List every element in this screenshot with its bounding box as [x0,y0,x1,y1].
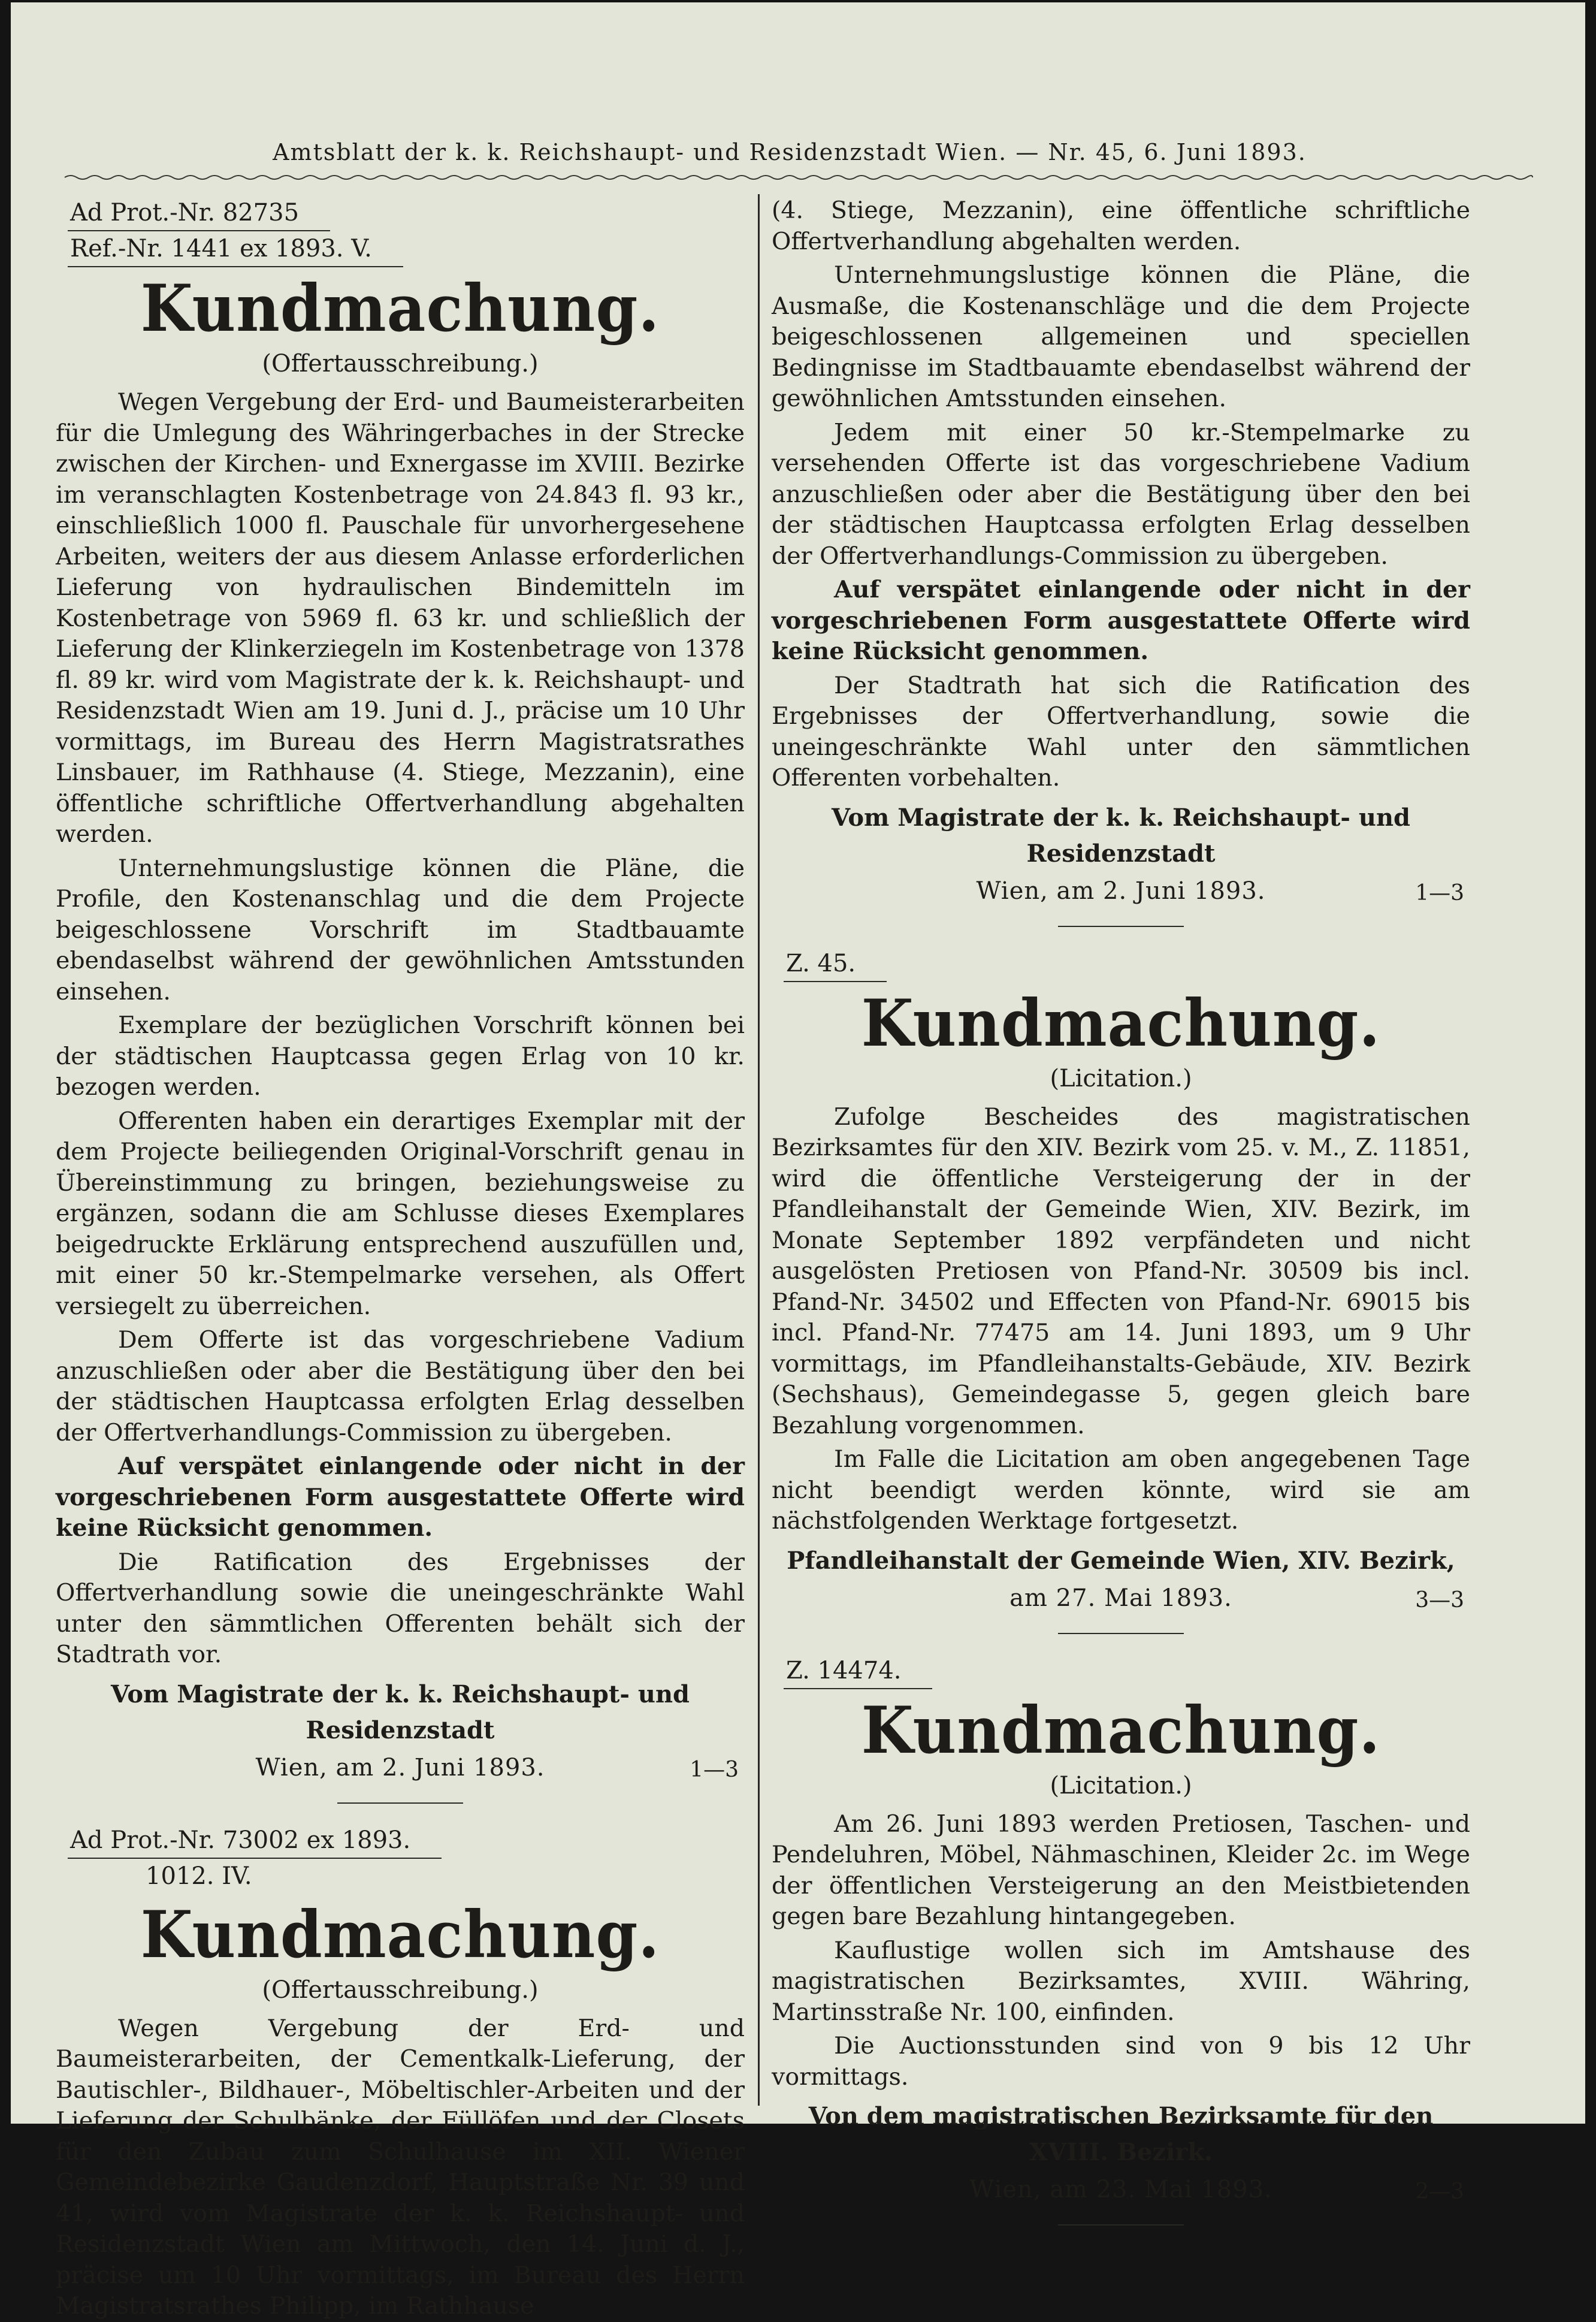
notice-paragraph: Unternehmungslustige können die Pläne, die Ausmaße, die Kostenanschläge und die dem Projecte beigeschlossenen allgemeinen und speciellen Bedingnisse im Stadtbauamte ebendaselbst während der gewöhnlichen Amtsstunden einsehen. [772,261,1470,412]
notice-paragraph: Der Stadtrath hat sich die Ratification des Ergebnisses der Offertverhandlung, sowie die uneingeschränkte Wahl unter den sämmtlichen Offerenten vorbehalten. [772,671,1470,792]
notice-paragraph: Am 26. Juni 1893 werden Pretiosen, Taschen- und Pendeluhren, Möbel, Nähmaschinen, Kleider 2c. im Wege der öffentlichen Versteigerung an den Meistbietenden gegen bare Bezahlung hintangegeben. [772,1810,1470,1930]
right-column [772,195,1470,2204]
left-column [56,195,745,2320]
page-header: Amtsblatt der k. k. Reichshaupt- und Residenzstadt Wien. — Nr. 45, 6. Juni 1893. [273,139,1307,165]
notice-title: Kundmachung. [140,270,660,346]
newspaper-page [11,2,1585,2320]
notice-paragraph: Wegen Vergebung der Erd- und Baumeisterarbeiten für die Umlegung des Währingerbaches in der Strecke zwischen der Kirchen- und Exnergasse im XVIII. Bezirke im veranschlagten Kostenbetrage von 24.843 fl. 93 kr., einschließlich 1000 fl. Pauschale für unvorhergesehene Arbeiten, weiters der aus diesem Anlasse erforderlichen Lieferung von hydraulischen Bindemitteln im Kostenbetrage von 5969 fl. 63 kr. und schließlich der Lieferung der Klinkerziegeln im Kostenbetrage von 1378 fl. 89 kr. wird vom Magistrate der k. k. Reichshaupt- und Residenzstadt Wien am 19. Juni d. J., präcise um 10 Uhr vormittags, im Bureau des Herrn Magistratsrathes Linsbauer, im Rathhause (4. Stiege, Mezzanin), eine öffentliche schriftliche Offertverhandlung abgehalten werden. [56,388,745,848]
notice-paragraph: Unternehmungslustige können die Pläne, die Profile, den Kostenanschlag und die dem Projecte beigeschlossene Vorschrift im Stadtbauamte ebendaselbst während der gewöhnlichen Amtsstunden einsehen. [56,854,745,1006]
separator [337,1802,463,1804]
notice-paragraph: Jedem mit einer 50 kr.-Stempelmarke zu versehenden Offerte ist das vorgeschriebene Vadium anzuschließen oder aber die Bestätigung über den bei der städtischen Hauptcassa erfolgten Erlag desselben der Offertverhandlungs-Commission zu übergeben. [772,418,1470,570]
notice-paragraph: (4. Stiege, Mezzanin), eine öffentliche schriftliche Offertverhandlung abgehalten werden. [772,197,1470,255]
notice-paragraph: Im Falle die Licitation am oben angegebenen Tage nicht beendigt werden könnte, wird sie am nächstfolgenden Werktage fortgesetzt. [772,1445,1470,1535]
separator [1058,1633,1184,1634]
notice-date: Wien, am 2. Juni 1893. [255,1753,545,1781]
notice-paragraph: Die Ratification des Ergebnisses der Offertverhandlung sowie die uneingeschränkte Wahl unter den sämmtlichen Offerenten behält sich der Stadtrath vor. [56,1548,745,1668]
notice-paragraph: Exemplare der bezüglichen Vorschrift können bei der städtischen Hauptcassa gegen Erlag von 10 kr. bezogen werden. [56,1011,745,1101]
header-wavy-rule [65,174,1532,181]
separator [1058,2224,1184,2226]
notice-ref-number: 1012. IV. [146,1862,252,1890]
notice-signature: Von dem magistratischen Bezirksamte für den XVIII. Bezirk. [808,2102,1434,2166]
notice-date: Wien, am 23. Mai 1893. [969,2176,1272,2203]
notice-insertion-number: 1—3 [690,1757,739,1782]
notice-paragraph: Wegen Vergebung der Erd- und Baumeisterarbeiten, der Cementkalk-Lieferung, der Bautischler-, Bildhauer-, Möbeltischler-Arbeiten und der Lieferung der Schulbänke, der Füllöfen und der Closets für den Zubau zum Schulhause im XII. Wiener Gemeindebezirke Gaudenzdorf, Hauptstraße Nr. 39 und 41, wird vom Magistrate der k. k. Reichshaupt- und Residenzstadt Wien am Mittwoch, den 14. Juni d. J., präcise um 10 Uhr vormittags, im Bureau des Herrn Magistratsrathes Philipp, im Rathhause [56,2014,745,2320]
notice-paragraph: Die Auctionsstunden sind von 9 bis 12 Uhr vormittags. [772,2032,1470,2091]
notice-signature: Pfandleihanstalt der Gemeinde Wien, XIV. Bezirk, [787,1546,1455,1575]
notice-subtitle: (Licitation.) [1050,1064,1192,1092]
notice-title: Kundmachung. [140,1895,660,1973]
notice-signature: Vom Magistrate der k. k. Reichshaupt- und Residenzstadt [831,803,1411,868]
separator [1058,926,1184,927]
notice-paragraph: Offerenten haben ein derartiges Exemplar mit der dem Projecte beiliegenden Original-Vorschrift genau in Übereinstimmung zu bringen, beziehungsweise zu ergänzen, sodann die am Schlusse dieses Exemplares beigedruckte Erklärung entsprechend auszufüllen und, mit einer 50 kr.-Stempelmarke versehen, als Offert versiegelt zu überreichen. [56,1107,745,1320]
notice-ref: Z. 14474. [772,1653,1470,1689]
notice-ref: Ad Prot.-Nr. 82735 [56,195,745,231]
notice-dateline [56,1749,745,1787]
notice-subtitle: (Offertausschreibung.) [262,350,539,378]
notice-title: Kundmachung. [861,1691,1381,1768]
notice-signature: Vom Magistrate der k. k. Reichshaupt- und Residenzstadt [110,1680,690,1744]
notice-ref: Ad Prot.-Nr. 73002 ex 1893. [56,1823,745,1859]
notice-date: Wien, am 2. Juni 1893. [976,877,1266,905]
notice-ref: Z. 45. [772,946,1470,982]
notice-paragraph: Zufolge Bescheides des magistratischen Bezirksamtes für den XIV. Bezirk vom 25. v. M., Z. 11851, wird die öffentliche Versteigerung der in der Pfandleihanstalt der Gemeinde Wien, XIV. Bezirk, im Monate September 1892 verpfändeten und nicht ausgelösten Pretiosen von Pfand-Nr. 30509 bis incl. Pfand-Nr. 34502 und Effecten von Pfand-Nr. 69015 bis incl. Pfand-Nr. 77475 am 14. Juni 1893, um 9 Uhr vormittags, im Pfandleihanstalts-Gebäude, XIV. Bezirk (Sechshaus), Gemeindegasse 5, gegen gleich bare Bezahlung vorgenommen. [772,1103,1470,1439]
notice-subtitle: (Licitation.) [1050,1771,1192,1799]
notice-insertion-number: 2—3 [1415,2179,1464,2204]
notice-dateline [772,2170,1470,2209]
notice-insertion-number: 1—3 [1415,880,1464,905]
notice-dateline [772,1579,1470,1617]
notice-paragraph-bold: Auf verspätet einlangende oder nicht in der vorgeschriebenen Form ausgestattete Offerte wird keine Rücksicht genommen. [772,576,1470,665]
notice-paragraph: Dem Offerte ist das vorgeschriebene Vadium anzuschließen oder aber die Bestätigung über den bei der städtischen Hauptcassa erfolgten Erlag desselben der Offertverhandlungs-Commission zu übergeben. [56,1326,745,1447]
notice-paragraph-bold: Auf verspätet einlangende oder nicht in der vorgeschriebenen Form ausgestattete Offerte wird keine Rücksicht genommen. [56,1453,745,1542]
notice-dateline [772,872,1470,910]
notice-title: Kundmachung. [861,984,1381,1061]
notice-paragraph: Kauflustige wollen sich im Amtshause des magistratischen Bezirksamtes, XVIII. Währing, Martinsstraße Nr. 100, einfinden. [772,1936,1470,2026]
notice-insertion-number: 3—3 [1415,1587,1464,1613]
notice-ref-number: Ref.-Nr. 1441 ex 1893. V. [56,231,745,267]
notice-date: am 27. Mai 1893. [1009,1584,1232,1612]
notice-subtitle: (Offertausschreibung.) [262,1976,539,2004]
column-divider [758,194,760,2106]
